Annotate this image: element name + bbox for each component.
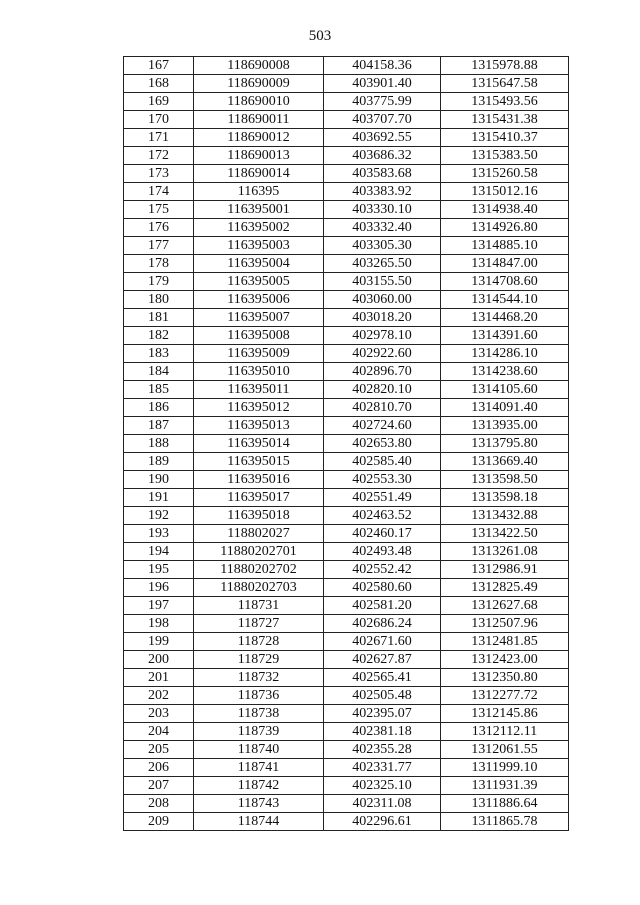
row-number-cell: 196: [124, 579, 194, 597]
x-coordinate-cell: 403707.70: [324, 111, 441, 129]
point-id-cell: 118690009: [194, 75, 324, 93]
point-id-cell: 116395008: [194, 327, 324, 345]
x-coordinate-cell: 403583.68: [324, 165, 441, 183]
y-coordinate-cell: 1315493.56: [441, 93, 569, 111]
table-row: [124, 381, 569, 399]
table-row: [124, 183, 569, 201]
point-id-cell: 116395004: [194, 255, 324, 273]
point-id-cell: 116395: [194, 183, 324, 201]
x-coordinate-cell: 403060.00: [324, 291, 441, 309]
table-row: [124, 471, 569, 489]
y-coordinate-cell: 1314847.00: [441, 255, 569, 273]
x-coordinate-cell: 402565.41: [324, 669, 441, 687]
point-id-cell: 116395012: [194, 399, 324, 417]
y-coordinate-cell: 1314091.40: [441, 399, 569, 417]
x-coordinate-cell: 402331.77: [324, 759, 441, 777]
row-number-cell: 176: [124, 219, 194, 237]
x-coordinate-cell: 402585.40: [324, 453, 441, 471]
row-number-cell: 189: [124, 453, 194, 471]
point-id-cell: 116395009: [194, 345, 324, 363]
y-coordinate-cell: 1315383.50: [441, 147, 569, 165]
y-coordinate-cell: 1314544.10: [441, 291, 569, 309]
table-row: [124, 147, 569, 165]
y-coordinate-cell: 1314708.60: [441, 273, 569, 291]
y-coordinate-cell: 1315012.16: [441, 183, 569, 201]
row-number-cell: 185: [124, 381, 194, 399]
y-coordinate-cell: 1312423.00: [441, 651, 569, 669]
table-row: [124, 453, 569, 471]
point-id-cell: 118743: [194, 795, 324, 813]
row-number-cell: 186: [124, 399, 194, 417]
table-row: [124, 597, 569, 615]
x-coordinate-cell: 404158.36: [324, 57, 441, 75]
table-row: [124, 813, 569, 831]
y-coordinate-cell: 1311865.78: [441, 813, 569, 831]
y-coordinate-cell: 1314391.60: [441, 327, 569, 345]
point-id-cell: 116395002: [194, 219, 324, 237]
table-row: [124, 363, 569, 381]
x-coordinate-cell: 402896.70: [324, 363, 441, 381]
x-coordinate-cell: 403305.30: [324, 237, 441, 255]
table-row: [124, 219, 569, 237]
row-number-cell: 197: [124, 597, 194, 615]
x-coordinate-cell: 402311.08: [324, 795, 441, 813]
point-id-cell: 118736: [194, 687, 324, 705]
row-number-cell: 174: [124, 183, 194, 201]
y-coordinate-cell: 1312112.11: [441, 723, 569, 741]
y-coordinate-cell: 1314938.40: [441, 201, 569, 219]
table-row: [124, 399, 569, 417]
y-coordinate-cell: 1311999.10: [441, 759, 569, 777]
point-id-cell: 118731: [194, 597, 324, 615]
row-number-cell: 208: [124, 795, 194, 813]
y-coordinate-cell: 1312507.96: [441, 615, 569, 633]
row-number-cell: 203: [124, 705, 194, 723]
row-number-cell: 187: [124, 417, 194, 435]
row-number-cell: 169: [124, 93, 194, 111]
table-row: [124, 759, 569, 777]
x-coordinate-cell: 402627.87: [324, 651, 441, 669]
y-coordinate-cell: 1312986.91: [441, 561, 569, 579]
point-id-cell: 118739: [194, 723, 324, 741]
point-id-cell: 11880202701: [194, 543, 324, 561]
x-coordinate-cell: 403692.55: [324, 129, 441, 147]
row-number-cell: 184: [124, 363, 194, 381]
point-id-cell: 118802027: [194, 525, 324, 543]
x-coordinate-cell: 402463.52: [324, 507, 441, 525]
point-id-cell: 118729: [194, 651, 324, 669]
x-coordinate-cell: 402505.48: [324, 687, 441, 705]
point-id-cell: 116395001: [194, 201, 324, 219]
y-coordinate-cell: 1313795.80: [441, 435, 569, 453]
y-coordinate-cell: 1313422.50: [441, 525, 569, 543]
y-coordinate-cell: 1313261.08: [441, 543, 569, 561]
table-row: [124, 723, 569, 741]
point-id-cell: 116395016: [194, 471, 324, 489]
y-coordinate-cell: 1313935.00: [441, 417, 569, 435]
table-row: [124, 129, 569, 147]
table-row: [124, 579, 569, 597]
row-number-cell: 167: [124, 57, 194, 75]
point-id-cell: 116395014: [194, 435, 324, 453]
y-coordinate-cell: 1312277.72: [441, 687, 569, 705]
point-id-cell: 118728: [194, 633, 324, 651]
x-coordinate-cell: 402296.61: [324, 813, 441, 831]
table-row: [124, 255, 569, 273]
table-row: [124, 615, 569, 633]
x-coordinate-cell: 403775.99: [324, 93, 441, 111]
point-id-cell: 118732: [194, 669, 324, 687]
row-number-cell: 182: [124, 327, 194, 345]
table-row: [124, 777, 569, 795]
x-coordinate-cell: 403330.10: [324, 201, 441, 219]
row-number-cell: 173: [124, 165, 194, 183]
row-number-cell: 183: [124, 345, 194, 363]
row-number-cell: 194: [124, 543, 194, 561]
table-row: [124, 795, 569, 813]
table-row: [124, 741, 569, 759]
table-row: [124, 345, 569, 363]
table-row: [124, 165, 569, 183]
row-number-cell: 181: [124, 309, 194, 327]
row-number-cell: 192: [124, 507, 194, 525]
point-id-cell: 116395003: [194, 237, 324, 255]
y-coordinate-cell: 1314885.10: [441, 237, 569, 255]
table-row: [124, 669, 569, 687]
point-id-cell: 116395013: [194, 417, 324, 435]
row-number-cell: 177: [124, 237, 194, 255]
x-coordinate-cell: 403155.50: [324, 273, 441, 291]
row-number-cell: 205: [124, 741, 194, 759]
row-number-cell: 200: [124, 651, 194, 669]
table-row: [124, 201, 569, 219]
point-id-cell: 118690008: [194, 57, 324, 75]
row-number-cell: 175: [124, 201, 194, 219]
y-coordinate-cell: 1312061.55: [441, 741, 569, 759]
point-id-cell: 118740: [194, 741, 324, 759]
x-coordinate-cell: 402653.80: [324, 435, 441, 453]
table-row: [124, 291, 569, 309]
table-row: [124, 327, 569, 345]
point-id-cell: 116395017: [194, 489, 324, 507]
row-number-cell: 180: [124, 291, 194, 309]
x-coordinate-cell: 403901.40: [324, 75, 441, 93]
point-id-cell: 118690013: [194, 147, 324, 165]
y-coordinate-cell: 1315978.88: [441, 57, 569, 75]
point-id-cell: 116395011: [194, 381, 324, 399]
point-id-cell: 118727: [194, 615, 324, 633]
x-coordinate-cell: 402381.18: [324, 723, 441, 741]
y-coordinate-cell: 1312481.85: [441, 633, 569, 651]
x-coordinate-cell: 402810.70: [324, 399, 441, 417]
row-number-cell: 202: [124, 687, 194, 705]
y-coordinate-cell: 1311886.64: [441, 795, 569, 813]
x-coordinate-cell: 403383.92: [324, 183, 441, 201]
table-body: [124, 57, 569, 831]
page-number: 503: [308, 28, 332, 44]
point-id-cell: 116395015: [194, 453, 324, 471]
row-number-cell: 207: [124, 777, 194, 795]
x-coordinate-cell: 402581.20: [324, 597, 441, 615]
point-id-cell: 116395018: [194, 507, 324, 525]
row-number-cell: 193: [124, 525, 194, 543]
row-number-cell: 170: [124, 111, 194, 129]
point-id-cell: 116395010: [194, 363, 324, 381]
table-row: [124, 309, 569, 327]
y-coordinate-cell: 1314926.80: [441, 219, 569, 237]
x-coordinate-cell: 402580.60: [324, 579, 441, 597]
x-coordinate-cell: 402978.10: [324, 327, 441, 345]
point-id-cell: 118690014: [194, 165, 324, 183]
point-id-cell: 11880202703: [194, 579, 324, 597]
y-coordinate-cell: 1313432.88: [441, 507, 569, 525]
x-coordinate-cell: 402355.28: [324, 741, 441, 759]
table-row: [124, 75, 569, 93]
point-id-cell: 118738: [194, 705, 324, 723]
table-row: [124, 489, 569, 507]
y-coordinate-cell: 1314468.20: [441, 309, 569, 327]
x-coordinate-cell: 402820.10: [324, 381, 441, 399]
x-coordinate-cell: 402551.49: [324, 489, 441, 507]
point-id-cell: 118690012: [194, 129, 324, 147]
point-id-cell: 118744: [194, 813, 324, 831]
row-number-cell: 168: [124, 75, 194, 93]
point-id-cell: 116395005: [194, 273, 324, 291]
row-number-cell: 199: [124, 633, 194, 651]
y-coordinate-cell: 1312350.80: [441, 669, 569, 687]
table-row: [124, 705, 569, 723]
x-coordinate-cell: 402552.42: [324, 561, 441, 579]
point-id-cell: 118690011: [194, 111, 324, 129]
y-coordinate-cell: 1315410.37: [441, 129, 569, 147]
row-number-cell: 191: [124, 489, 194, 507]
x-coordinate-cell: 402493.48: [324, 543, 441, 561]
x-coordinate-cell: 402395.07: [324, 705, 441, 723]
table-row: [124, 273, 569, 291]
x-coordinate-cell: 403686.32: [324, 147, 441, 165]
x-coordinate-cell: 403332.40: [324, 219, 441, 237]
coordinates-table: [123, 56, 569, 831]
table-row: [124, 525, 569, 543]
table-row: [124, 435, 569, 453]
table-row: [124, 111, 569, 129]
y-coordinate-cell: 1313598.50: [441, 471, 569, 489]
x-coordinate-cell: 402671.60: [324, 633, 441, 651]
y-coordinate-cell: 1314105.60: [441, 381, 569, 399]
table-row: [124, 507, 569, 525]
y-coordinate-cell: 1312145.86: [441, 705, 569, 723]
row-number-cell: 201: [124, 669, 194, 687]
y-coordinate-cell: 1314238.60: [441, 363, 569, 381]
y-coordinate-cell: 1314286.10: [441, 345, 569, 363]
row-number-cell: 171: [124, 129, 194, 147]
point-id-cell: 118690010: [194, 93, 324, 111]
table-row: [124, 57, 569, 75]
table-row: [124, 651, 569, 669]
table-row: [124, 561, 569, 579]
row-number-cell: 190: [124, 471, 194, 489]
y-coordinate-cell: 1311931.39: [441, 777, 569, 795]
table-row: [124, 543, 569, 561]
row-number-cell: 204: [124, 723, 194, 741]
x-coordinate-cell: 402553.30: [324, 471, 441, 489]
table-row: [124, 687, 569, 705]
table-row: [124, 237, 569, 255]
y-coordinate-cell: 1315260.58: [441, 165, 569, 183]
x-coordinate-cell: 402724.60: [324, 417, 441, 435]
row-number-cell: 206: [124, 759, 194, 777]
table-row: [124, 417, 569, 435]
y-coordinate-cell: 1313669.40: [441, 453, 569, 471]
x-coordinate-cell: 402325.10: [324, 777, 441, 795]
x-coordinate-cell: 402686.24: [324, 615, 441, 633]
row-number-cell: 179: [124, 273, 194, 291]
table-row: [124, 633, 569, 651]
x-coordinate-cell: 403018.20: [324, 309, 441, 327]
row-number-cell: 188: [124, 435, 194, 453]
x-coordinate-cell: 403265.50: [324, 255, 441, 273]
y-coordinate-cell: 1315431.38: [441, 111, 569, 129]
point-id-cell: 116395007: [194, 309, 324, 327]
row-number-cell: 172: [124, 147, 194, 165]
point-id-cell: 118741: [194, 759, 324, 777]
y-coordinate-cell: 1313598.18: [441, 489, 569, 507]
table-row: [124, 93, 569, 111]
y-coordinate-cell: 1312627.68: [441, 597, 569, 615]
row-number-cell: 209: [124, 813, 194, 831]
row-number-cell: 195: [124, 561, 194, 579]
x-coordinate-cell: 402460.17: [324, 525, 441, 543]
point-id-cell: 11880202702: [194, 561, 324, 579]
y-coordinate-cell: 1312825.49: [441, 579, 569, 597]
x-coordinate-cell: 402922.60: [324, 345, 441, 363]
row-number-cell: 178: [124, 255, 194, 273]
point-id-cell: 116395006: [194, 291, 324, 309]
row-number-cell: 198: [124, 615, 194, 633]
y-coordinate-cell: 1315647.58: [441, 75, 569, 93]
point-id-cell: 118742: [194, 777, 324, 795]
